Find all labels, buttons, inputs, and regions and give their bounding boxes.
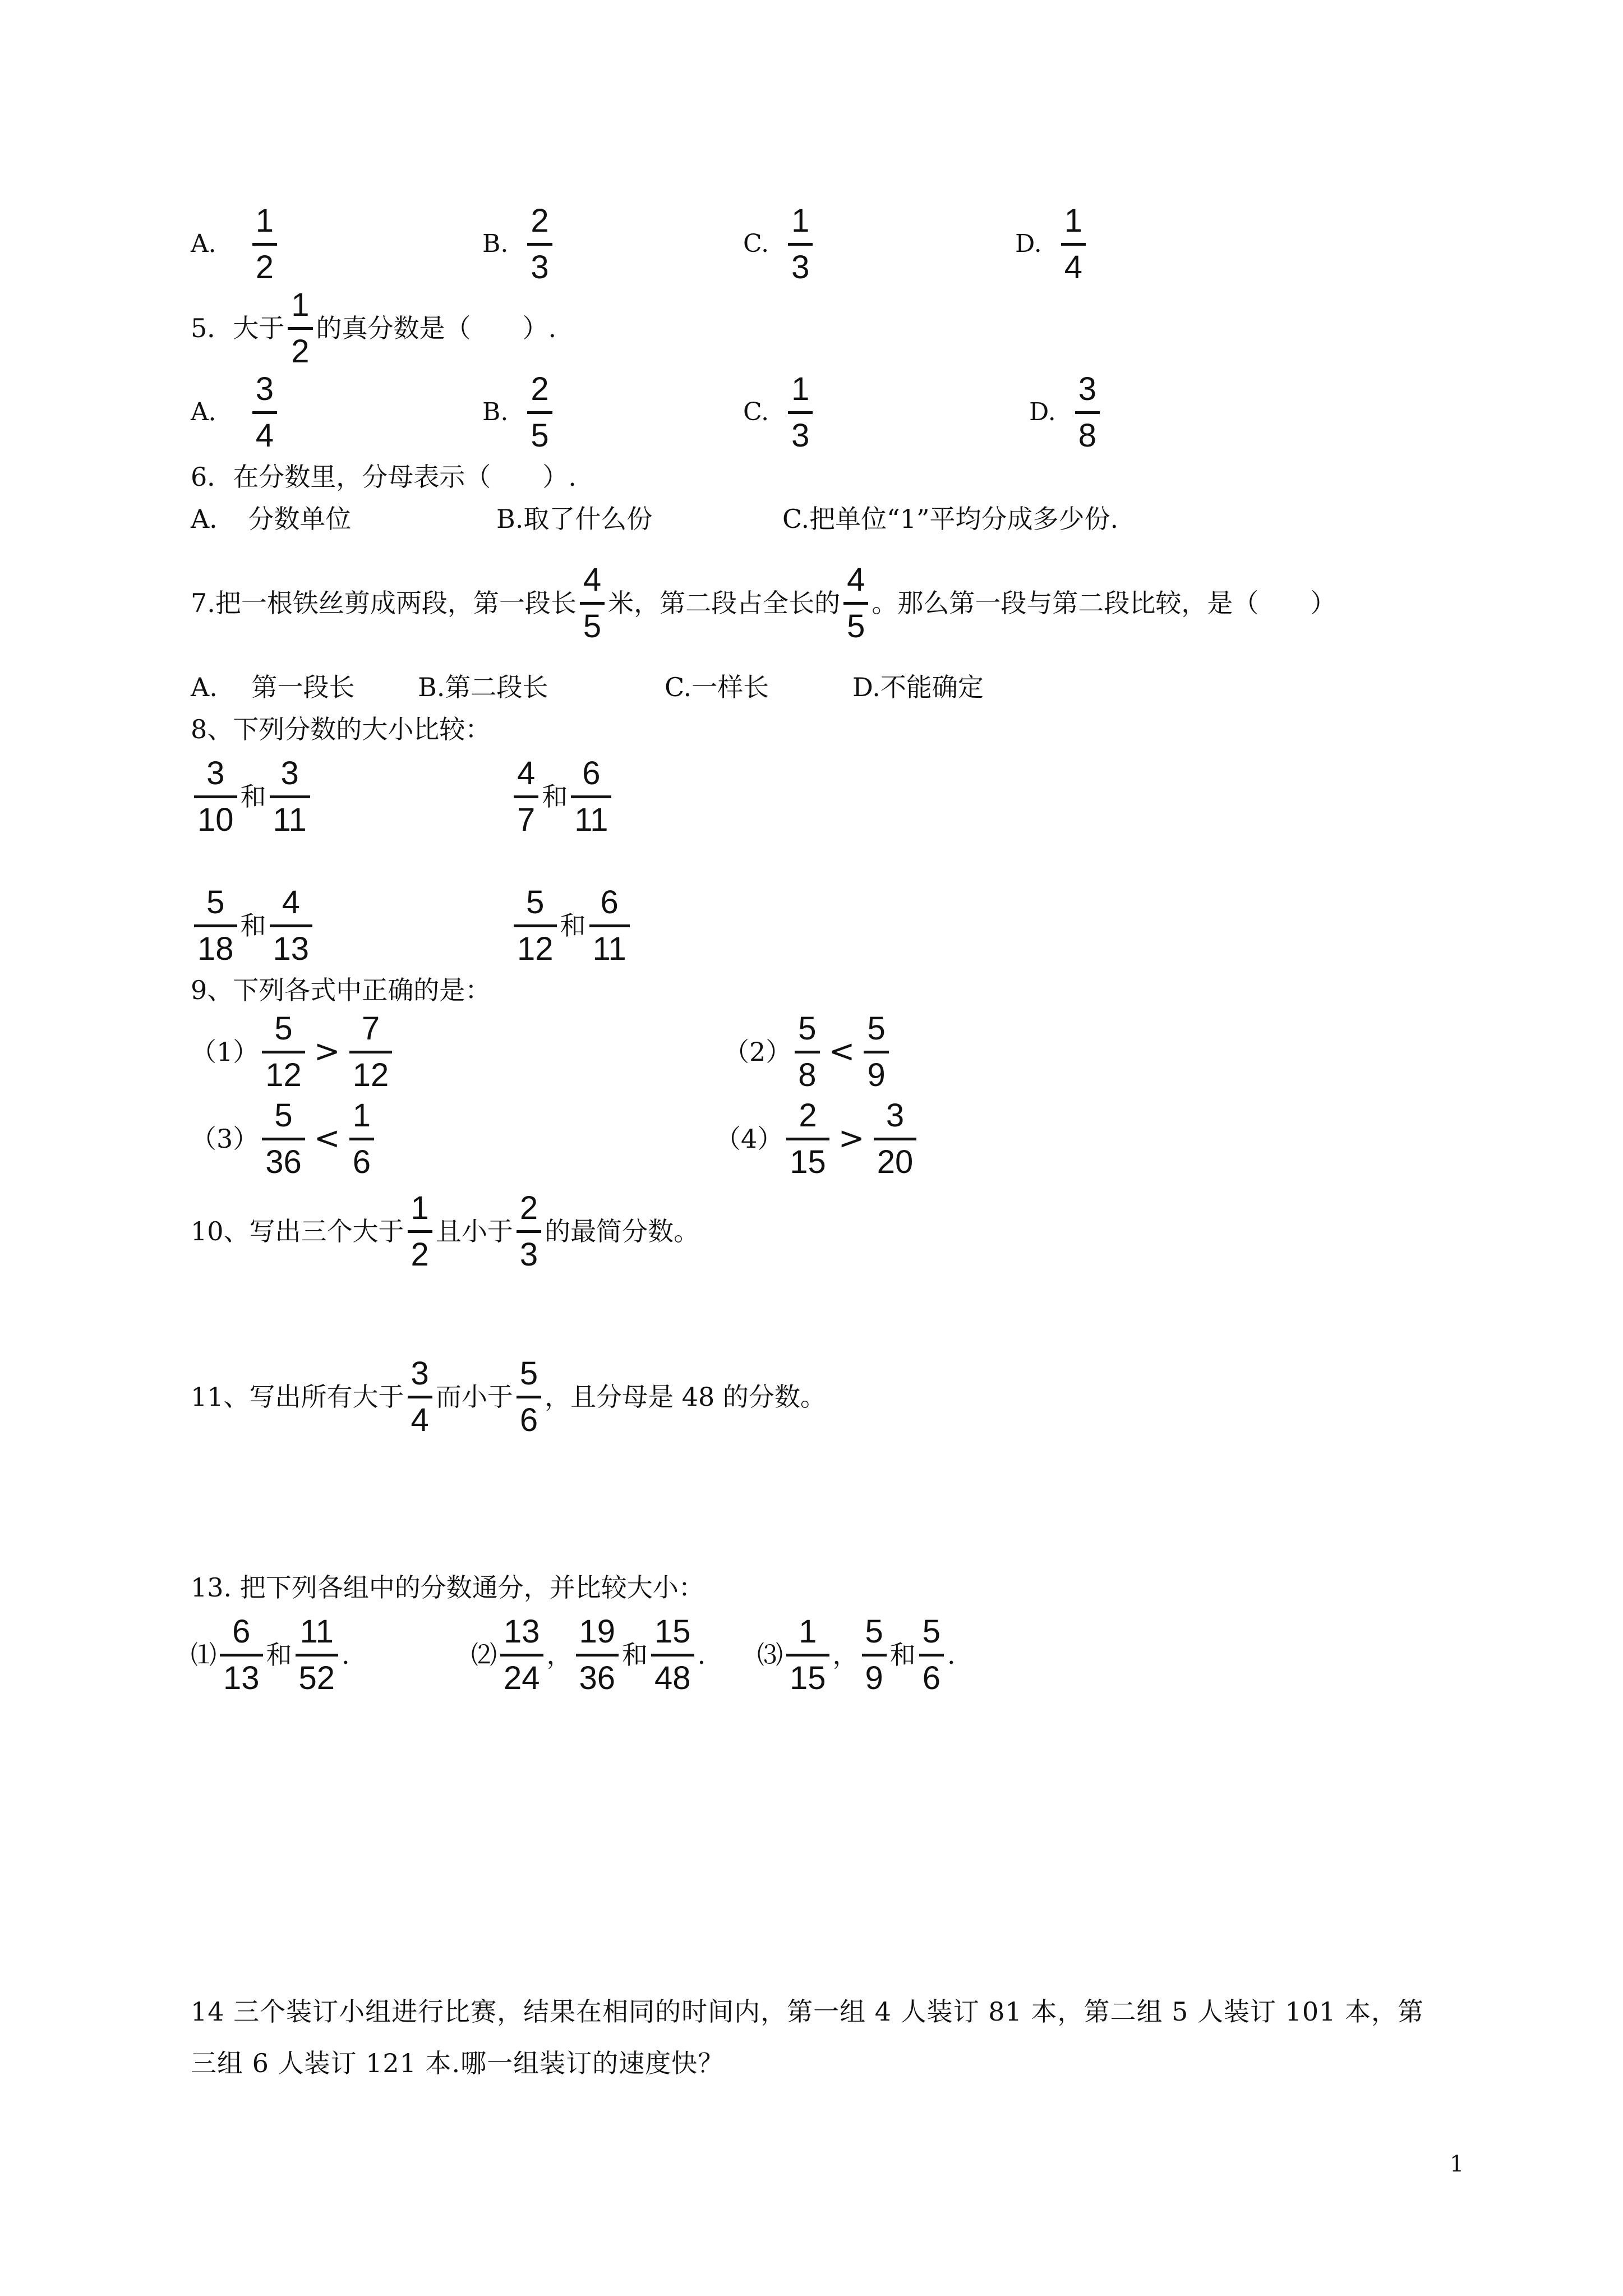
q9-stem	[191, 973, 491, 1007]
comma: ，	[832, 1640, 859, 1670]
fraction: 1 6	[349, 1099, 374, 1179]
fraction: 4 13	[270, 886, 313, 965]
q4-option-c	[743, 202, 816, 286]
q13-group-2	[471, 1613, 706, 1696]
q5-option-d	[1029, 370, 1103, 454]
fraction: 5 12	[514, 886, 557, 965]
option-label: D.	[1015, 229, 1042, 258]
q8-pair-4	[510, 886, 633, 965]
option-label: A．	[191, 398, 233, 426]
fraction: 1 3	[788, 205, 813, 284]
fraction: 15 48	[651, 1616, 694, 1695]
q4-option-d	[1015, 202, 1089, 286]
q4-option-a	[191, 202, 280, 286]
q9-item-1	[191, 1010, 395, 1093]
q8-row-2	[191, 881, 1481, 970]
q8-pair-3	[191, 886, 316, 965]
and-word: 和	[560, 910, 586, 941]
fraction: 5 6	[919, 1616, 944, 1695]
fraction: 3 8	[1075, 373, 1100, 452]
fraction: 6 11	[589, 886, 630, 965]
q7-text-post: 。那么第一段与第二段比较，是（ ）	[872, 588, 1336, 618]
group-label: ⑴	[191, 1640, 216, 1670]
q13-groups-row	[191, 1610, 1481, 1700]
fraction: 5 18	[194, 886, 237, 965]
q13-stem-text: 13. 把下列各组中的分数通分，并比较大小：	[191, 1572, 704, 1603]
comparison-sign: <	[828, 1033, 855, 1070]
and-word: 和	[240, 910, 266, 941]
q13-stem	[191, 1571, 704, 1604]
q6-stem	[191, 460, 577, 494]
end-mark: .	[697, 1640, 706, 1670]
group-label: ⑵	[471, 1640, 497, 1670]
and-word: 和	[889, 1640, 916, 1670]
q7-option-d: D.不能确定	[852, 672, 984, 702]
comparison-sign: >	[838, 1120, 865, 1157]
fraction: 5 6	[517, 1358, 541, 1437]
q5-text-post: 的真分数是（ ）.	[316, 313, 557, 343]
option-label: C.	[743, 229, 769, 258]
q9-item-2	[723, 1010, 892, 1093]
fraction: 13 24	[500, 1616, 543, 1695]
q10-text-post: 的最简分数。	[545, 1216, 700, 1246]
q7-text-pre: 7.把一根铁丝剪成两段，第一段长	[191, 588, 577, 618]
q7-options-row	[191, 670, 1481, 704]
comparison-sign: <	[313, 1120, 340, 1157]
comma: ，	[546, 1640, 573, 1670]
q8-row-1	[191, 752, 1481, 841]
q8-stem-text: 8、下列分数的大小比较：	[191, 714, 491, 744]
q13-group-1	[191, 1613, 350, 1696]
option-label: B.	[482, 398, 509, 426]
fraction: 11 52	[296, 1616, 339, 1695]
fraction: 1 2	[408, 1192, 432, 1271]
and-word: 和	[622, 1640, 648, 1670]
q5-stem	[191, 286, 556, 370]
fraction: 19 36	[576, 1616, 619, 1695]
fraction: 4 5	[580, 564, 605, 643]
q5-option-c	[743, 370, 816, 454]
q14-paragraph	[191, 1986, 1497, 2089]
q5-options-row	[191, 370, 1481, 454]
fraction: 2 3	[517, 1192, 541, 1271]
q13-group-3	[757, 1613, 956, 1696]
q5-text-pre: 5．大于	[191, 313, 285, 343]
fraction: 1 15	[786, 1616, 829, 1695]
q11-text-post: ，且分母是 48 的分数。	[545, 1382, 826, 1412]
option-label: C.	[743, 398, 769, 426]
q9-item-3	[191, 1099, 377, 1179]
q14-line-1: 14 三个装订小组进行比赛，结果在相同的时间内，第一组 4 人装订 81 本，第二组 5 人装订 101 本，第	[191, 1996, 1424, 2027]
q9-stem-text: 9、下列各式中正确的是：	[191, 975, 491, 1005]
q6-stem-text: 6．在分数里，分母表示（ ）.	[191, 462, 577, 492]
q11-text-mid: 而小于	[435, 1382, 513, 1412]
q11-stem	[191, 1349, 826, 1444]
q7-option-c: C.一样长	[665, 672, 769, 702]
fraction: 1 2	[252, 205, 277, 284]
fraction: 6 13	[220, 1616, 263, 1695]
q6-option-b: B.取了什么份	[496, 504, 653, 534]
fraction: 5 12	[262, 1013, 305, 1092]
fraction: 1 3	[788, 373, 813, 452]
q11-text-pre: 11、写出所有大于	[191, 1382, 404, 1412]
fraction: 2 3	[527, 205, 552, 284]
fraction: 1 4	[1061, 205, 1086, 284]
q6-options-row	[191, 502, 1481, 536]
q10-text-mid: 且小于	[435, 1216, 513, 1246]
q9-row-1	[191, 1010, 1481, 1094]
q10-text-pre: 10、写出三个大于	[191, 1216, 404, 1246]
q4-option-b	[482, 202, 556, 286]
q7-stem	[191, 555, 1336, 651]
fraction: 5 9	[864, 1013, 888, 1092]
fraction: 4 5	[843, 564, 868, 643]
fraction: 6 11	[571, 757, 611, 836]
page-number: 1	[1450, 2151, 1464, 2177]
q8-pair-2	[510, 754, 615, 838]
q5-option-b	[482, 370, 556, 454]
and-word: 和	[240, 781, 266, 812]
q9-row-2	[191, 1097, 1481, 1181]
fraction: 3 20	[874, 1099, 917, 1179]
comparison-sign: >	[313, 1033, 340, 1070]
q5-option-a	[191, 370, 280, 454]
and-word: 和	[266, 1640, 292, 1670]
fraction: 3 4	[252, 373, 277, 452]
fraction: 4 7	[514, 757, 538, 836]
q4-options-row	[191, 202, 1481, 286]
fraction: 1 2	[288, 289, 312, 368]
q7-text-mid: 米，第二段占全长的	[608, 588, 841, 618]
q14-line-2: 三组 6 人装订 121 本.哪一组装订的速度快？	[191, 2048, 725, 2078]
fraction: 2 15	[786, 1099, 829, 1179]
fraction: 5 36	[262, 1099, 305, 1179]
end-mark: .	[342, 1640, 350, 1670]
fraction: 7 12	[349, 1013, 393, 1092]
end-mark: .	[947, 1640, 956, 1670]
fraction: 3 11	[270, 757, 310, 836]
item-label: （1）	[191, 1037, 259, 1067]
group-label: ⑶	[757, 1640, 783, 1670]
q6-option-a: A． 分数单位	[191, 504, 352, 534]
item-label: （4）	[715, 1124, 783, 1154]
q10-stem	[191, 1184, 699, 1279]
option-label: D.	[1029, 398, 1056, 426]
fraction: 3 4	[408, 1358, 432, 1437]
q9-item-4	[715, 1099, 920, 1179]
option-label: B.	[482, 229, 509, 258]
and-word: 和	[542, 781, 568, 812]
option-label: A．	[191, 229, 233, 258]
q6-option-c: C.把单位“1”平均分成多少份.	[782, 504, 1119, 534]
fraction: 5 9	[862, 1616, 887, 1695]
q8-stem	[191, 712, 491, 746]
q7-option-b: B.第二段长	[418, 672, 548, 702]
item-label: （2）	[723, 1037, 792, 1067]
q8-pair-1	[191, 754, 313, 838]
item-label: （3）	[191, 1124, 259, 1154]
fraction: 3 10	[194, 757, 237, 836]
q7-option-a: A. 第一段长	[191, 672, 355, 702]
fraction: 2 5	[527, 373, 552, 452]
fraction: 5 8	[795, 1013, 819, 1092]
